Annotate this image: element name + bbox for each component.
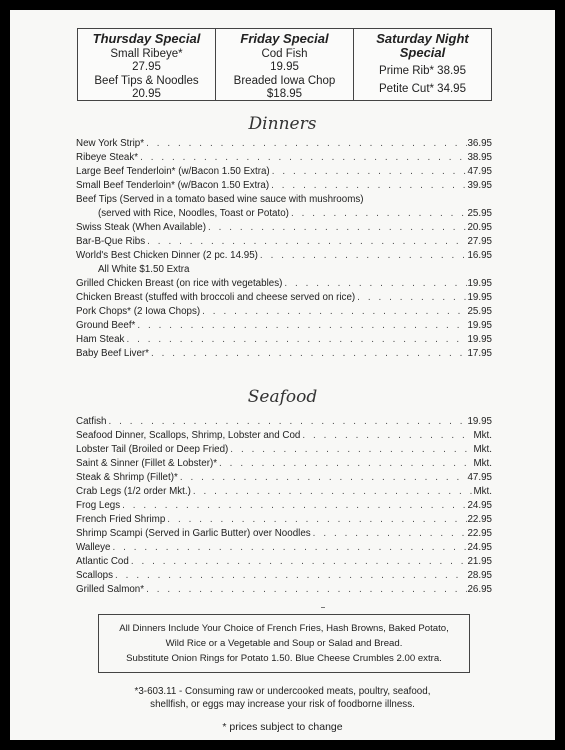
dot-leader: [217, 457, 473, 471]
menu-item-row: [76, 583, 492, 597]
menu-item-price: 20.95: [467, 222, 492, 233]
food-safety-warning: [10, 685, 555, 711]
dot-leader: [269, 179, 467, 193]
warning-line: *3-603.11 - Consuming raw or undercooked meats, poultry, seafood,: [134, 686, 431, 697]
menu-item-price: 25.95: [467, 306, 492, 317]
special-title: Friday Special: [240, 31, 329, 46]
menu-item-name: Walleye: [76, 542, 111, 553]
dot-leader: [110, 541, 467, 555]
dot-leader: [300, 429, 473, 443]
sides-note-box: [98, 614, 470, 673]
special-item: Prime Rib* 38.95: [379, 65, 466, 77]
special-item: Breaded Iowa Chop: [233, 74, 336, 87]
menu-item-price: 22.95: [467, 514, 492, 525]
special-title: Thursday Special: [92, 31, 201, 46]
menu-item-name: French Fried Shrimp: [76, 514, 166, 525]
menu-item-row: [76, 235, 492, 249]
menu-item-row: [76, 319, 492, 333]
menu-item-name: Seafood Dinner, Scallops, Shrimp, Lobster and Cod: [76, 430, 301, 441]
print-speck: [321, 607, 325, 608]
dot-leader: [258, 249, 468, 263]
menu-item-row: [76, 555, 492, 569]
dot-leader: [191, 485, 474, 499]
menu-item-name: Catfish: [76, 416, 107, 427]
menu-item-price: Mkt.: [473, 444, 492, 455]
menu-item-name: Bar-B-Que Ribs: [76, 236, 146, 247]
menu-item-row: [76, 471, 492, 485]
menu-item-row: [76, 277, 492, 291]
dot-leader: [135, 319, 467, 333]
note-line: Substitute Onion Rings for Potato 1.50. Blue Cheese Crumbles 2.00 extra.: [126, 653, 442, 664]
special-price: 20.95: [132, 88, 161, 100]
menu-item-name: Ground Beef*: [76, 320, 136, 331]
menu-item-name: Crab Legs (1/2 order Mkt.): [76, 486, 191, 497]
menu-item-row: [76, 193, 492, 207]
menu-item-name: Beef Tips (Served in a tomato based wine sauce with mushrooms): [76, 194, 364, 205]
special-price: $18.95: [266, 88, 303, 100]
dot-leader: [138, 151, 467, 165]
menu-item-name: All White $1.50 Extra: [98, 264, 190, 275]
menu-item-row: [76, 569, 492, 583]
menu-item-row: [76, 207, 492, 221]
menu-item-price: 24.95: [467, 500, 492, 511]
menu-item-name: Steak & Shrimp (Fillet)*: [76, 472, 178, 483]
menu-item-name: Baby Beef Liver*: [76, 348, 149, 359]
menu-item-price: 47.95: [467, 166, 492, 177]
dot-leader: [282, 277, 467, 291]
menu-item-row: [76, 429, 492, 443]
menu-item-name: Chicken Breast (stuffed with broccoli and cheese served on rice): [76, 292, 356, 303]
special-item: Cod Fish: [261, 47, 308, 60]
dot-leader: [289, 207, 468, 221]
menu-item-row: [76, 221, 492, 235]
menu-item-price: 21.95: [467, 556, 492, 567]
menu-item-name: Swiss Steak (When Available): [76, 222, 206, 233]
menu-item-price: 19.95: [467, 278, 492, 289]
menu-item-name: Large Beef Tenderloin* (w/Bacon 1.50 Extra): [76, 166, 270, 177]
thursday-special: [78, 29, 216, 100]
menu-item-row: [76, 513, 492, 527]
menu-item-row: [76, 305, 492, 319]
special-price: 27.95: [132, 61, 161, 73]
menu-item-row: [76, 541, 492, 555]
menu-item-price: 27.95: [467, 236, 492, 247]
special-item: Petite Cut* 34.95: [379, 82, 466, 95]
menu-item-price: 19.95: [467, 320, 492, 331]
menu-item-row: [76, 137, 492, 151]
menu-item-name: Frog Legs: [76, 500, 121, 511]
menu-item-price: 19.95: [467, 292, 492, 303]
menu-item-price: 16.95: [467, 250, 492, 261]
menu-item-row: [76, 165, 492, 179]
note-line: Wild Rice or a Vegetable and Soup or Salad and Bread.: [165, 638, 403, 649]
menu-item-name: Pork Chops* (2 Iowa Chops): [76, 306, 201, 317]
menu-item-row: [76, 485, 492, 499]
menu-item-price: 36.95: [467, 138, 492, 149]
menu-item-name: Grilled Salmon*: [76, 584, 145, 595]
menu-item-name: World's Best Chicken Dinner (2 pc. 14.95): [76, 250, 258, 261]
menu-item-row: [76, 179, 492, 193]
dot-leader: [107, 415, 468, 429]
menu-page: [10, 10, 555, 740]
menu-item-row: [76, 347, 492, 361]
dot-leader: [124, 333, 467, 347]
menu-item-row: [76, 443, 492, 457]
menu-item-row: [76, 457, 492, 471]
dot-leader: [120, 499, 467, 513]
menu-item-price: 39.95: [467, 180, 492, 191]
saturday-special: [354, 29, 491, 100]
menu-item-price: Mkt.: [473, 486, 492, 497]
dot-leader: [113, 569, 467, 583]
dot-leader: [311, 527, 468, 541]
menu-item-row: [76, 249, 492, 263]
dot-leader: [129, 555, 468, 569]
dot-leader: [270, 165, 468, 179]
menu-item-row: [76, 151, 492, 165]
dot-leader: [144, 137, 467, 151]
menu-item-price: 38.95: [467, 152, 492, 163]
menu-item-name: New York Strip*: [76, 138, 145, 149]
dot-leader: [228, 443, 473, 457]
menu-item-name: Shrimp Scampi (Served in Garlic Butter) over Noodles: [76, 528, 311, 539]
dot-leader: [206, 221, 468, 235]
menu-item-row: [76, 415, 492, 429]
menu-item-price: 26.95: [467, 584, 492, 595]
menu-item-price: 19.95: [467, 334, 492, 345]
warning-line: shellfish, or eggs may increase your risk of foodborne illness.: [150, 699, 415, 710]
menu-item-row: [76, 263, 492, 277]
menu-item-name: Small Beef Tenderloin* (w/Bacon 1.50 Extra): [76, 180, 270, 191]
menu-item-name: Lobster Tail (Broiled or Deep Fried): [76, 444, 229, 455]
menu-item-price: 19.95: [467, 416, 492, 427]
dot-leader: [149, 347, 467, 361]
dot-leader: [178, 471, 468, 485]
dot-leader: [144, 583, 467, 597]
specials-box: [77, 28, 492, 101]
dinners-heading: Dinners: [248, 114, 317, 134]
dot-leader: [200, 305, 467, 319]
dot-leader: [355, 291, 467, 305]
menu-item-price: 25.95: [467, 208, 492, 219]
menu-item-name: Scallops: [76, 570, 114, 581]
menu-item-price: 24.95: [467, 542, 492, 553]
menu-item-row: [76, 499, 492, 513]
menu-item-name: Grilled Chicken Breast (on rice with vegetables): [76, 278, 283, 289]
seafood-list: [76, 415, 492, 597]
dot-leader: [165, 513, 467, 527]
special-item: Beef Tips & Noodles: [94, 74, 199, 87]
menu-item-row: [76, 527, 492, 541]
note-line: All Dinners Include Your Choice of French Fries, Hash Browns, Baked Potato,: [119, 623, 449, 634]
dinners-list: [76, 137, 492, 361]
menu-item-price: Mkt.: [473, 458, 492, 469]
menu-item-price: 17.95: [467, 348, 492, 359]
menu-item-name: Atlantic Cod: [76, 556, 129, 567]
menu-item-price: 47.95: [467, 472, 492, 483]
special-title: Saturday Night Special: [376, 31, 469, 60]
menu-item-name: Ham Steak: [76, 334, 125, 345]
menu-item-row: [76, 291, 492, 305]
menu-item-price: Mkt.: [473, 430, 492, 441]
menu-item-price: 28.95: [467, 570, 492, 581]
menu-item-name: Saint & Sinner (Fillet & Lobster)*: [76, 458, 218, 469]
seafood-heading: Seafood: [247, 387, 318, 407]
menu-item-price: 22.95: [467, 528, 492, 539]
price-change-note: * prices subject to change: [222, 721, 343, 733]
dot-leader: [145, 235, 467, 249]
friday-special: [216, 29, 354, 100]
menu-item-name: (served with Rice, Noodles, Toast or Potato): [98, 208, 289, 219]
special-item: Small Ribeye*: [110, 47, 183, 60]
menu-item-name: Ribeye Steak*: [76, 152, 139, 163]
menu-item-row: [76, 333, 492, 347]
special-price: 19.95: [270, 61, 299, 73]
